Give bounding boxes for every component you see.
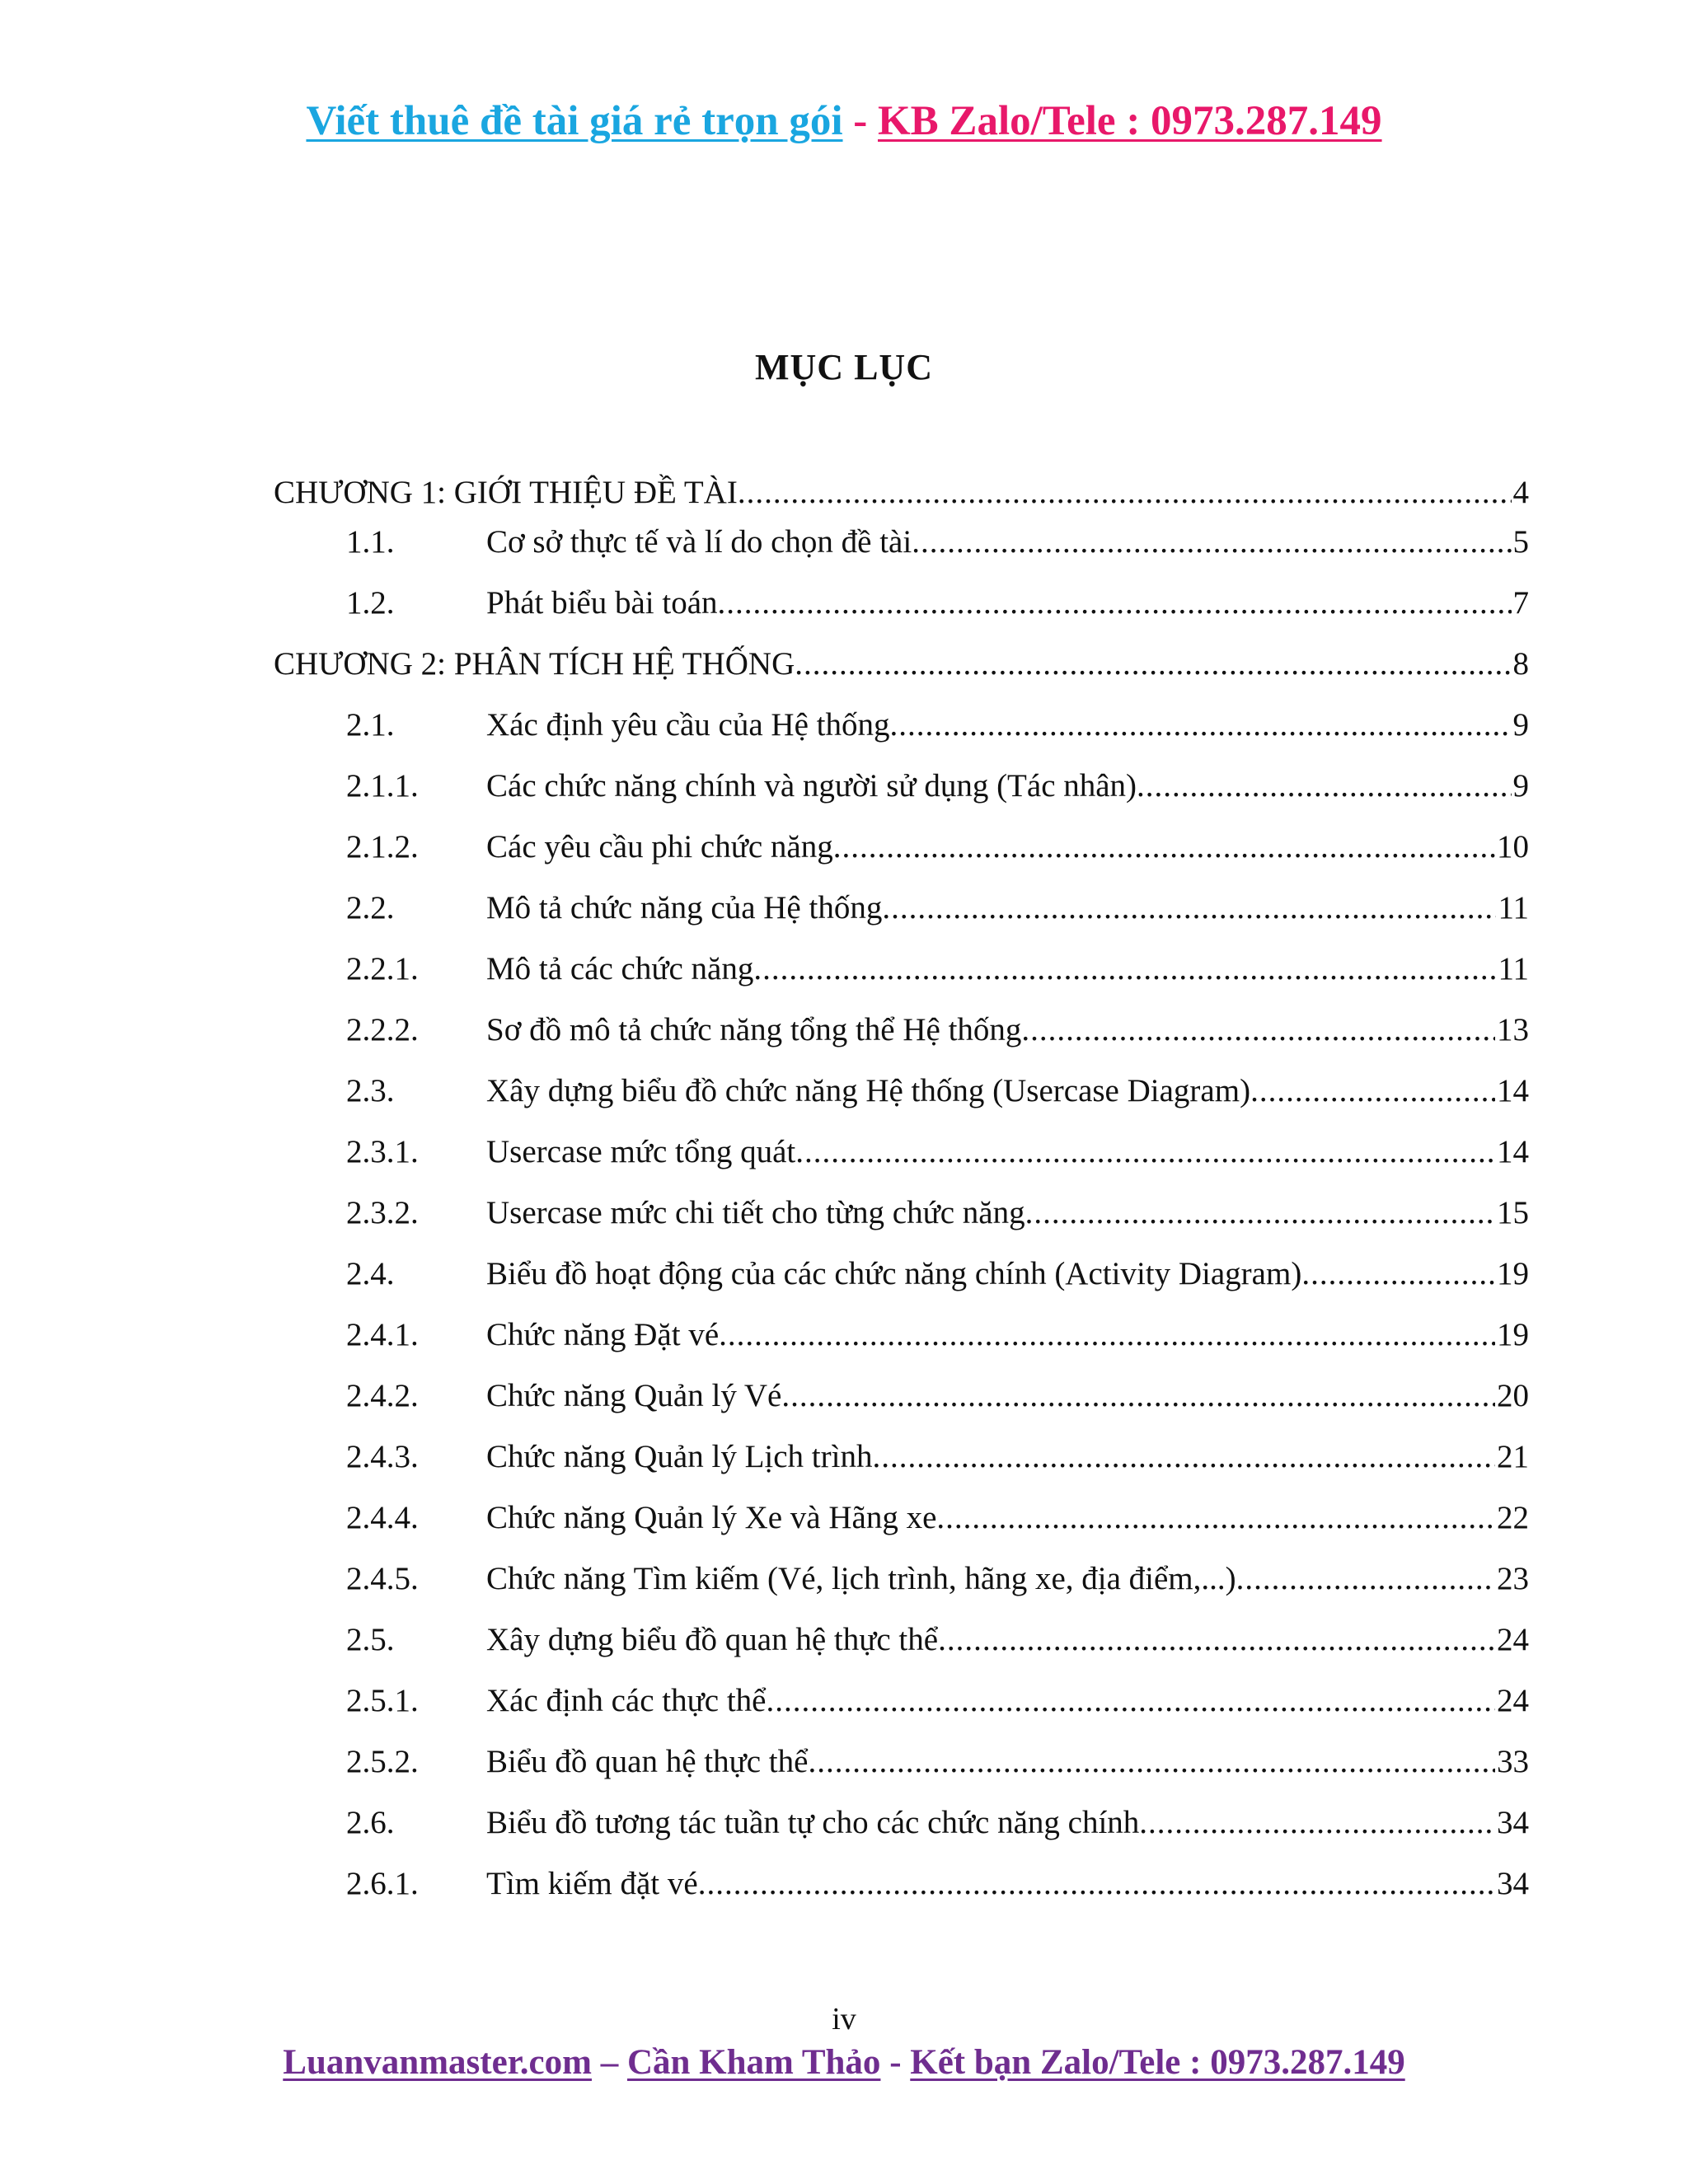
toc-entry-page: 11 xyxy=(1498,951,1529,987)
toc-entry-number: 2.5.1. xyxy=(346,1683,419,1718)
toc-entry-page: 19 xyxy=(1497,1317,1529,1352)
toc-entry[interactable] xyxy=(274,1133,1529,1194)
toc-entry-title: Xây dựng biểu đồ chức năng Hệ thống (Usercase Diagram) xyxy=(486,1073,1251,1108)
toc-dot-leader xyxy=(1301,1255,1495,1292)
toc-dot-leader xyxy=(753,950,1496,987)
footer-banner xyxy=(0,2042,1688,2083)
toc-entry[interactable] xyxy=(274,1865,1529,1926)
toc-entry[interactable] xyxy=(274,1194,1529,1255)
toc-entry-page: 10 xyxy=(1497,829,1529,865)
toc-dot-leader xyxy=(889,706,1511,743)
page-number: iv xyxy=(832,2002,856,2036)
toc-dot-leader xyxy=(781,1377,1495,1414)
toc-entry-page: 14 xyxy=(1497,1073,1529,1108)
toc-entry-page: 5 xyxy=(1512,524,1529,560)
toc-entry[interactable] xyxy=(274,1743,1529,1804)
toc-entry-title: Biểu đồ quan hệ thực thể xyxy=(486,1744,809,1779)
header-banner xyxy=(0,97,1688,145)
toc-entry-number: 2.6. xyxy=(346,1805,395,1840)
toc-entry-title: Xác định yêu cầu của Hệ thống xyxy=(486,707,890,743)
toc-entry[interactable] xyxy=(274,474,1529,523)
toc-entry-title: Biểu đồ tương tác tuần tự cho các chức năng chính xyxy=(486,1805,1140,1840)
toc-entry[interactable] xyxy=(274,767,1529,828)
toc-entry-title: Biểu đồ hoạt động của các chức năng chính (Activity Diagram) xyxy=(486,1256,1302,1291)
footer-dash: - xyxy=(880,2043,911,2082)
toc-entry-page: 21 xyxy=(1497,1439,1529,1474)
toc-entry-number: 2.4.4. xyxy=(346,1500,419,1535)
toc-entry-title: Chức năng Quản lý Lịch trình xyxy=(486,1439,873,1474)
toc-entry-page: 4 xyxy=(1512,475,1529,510)
footer-dash: – xyxy=(591,2043,627,2082)
toc-dot-leader xyxy=(833,828,1495,865)
toc-entry-page: 24 xyxy=(1497,1683,1529,1718)
toc-entry-title: CHƯƠNG 2: PHÂN TÍCH HỆ THỐNG xyxy=(274,646,795,682)
toc-entry[interactable] xyxy=(274,1072,1529,1133)
toc-entry-title: Xác định các thực thể xyxy=(486,1683,767,1718)
toc-entry-number: 1.2. xyxy=(346,585,395,621)
toc-entry-page: 34 xyxy=(1497,1805,1529,1840)
toc-entry-title: Chức năng Quản lý Xe và Hãng xe xyxy=(486,1500,937,1535)
toc-entry[interactable] xyxy=(274,950,1529,1011)
toc-entry[interactable] xyxy=(274,584,1529,645)
toc-dot-leader xyxy=(698,1865,1495,1902)
toc-entry[interactable] xyxy=(274,1499,1529,1560)
toc-entry-title: Chức năng Đặt vé xyxy=(486,1317,720,1352)
toc-entry[interactable] xyxy=(274,1438,1529,1499)
toc-dot-leader xyxy=(718,584,1512,621)
toc-entry[interactable] xyxy=(274,1804,1529,1865)
toc-dot-leader xyxy=(795,1133,1495,1170)
toc-entry[interactable] xyxy=(274,828,1529,889)
footer-author-link[interactable]: Cần Kham Thảo xyxy=(626,2043,881,2082)
footer-site-link[interactable]: Luanvanmaster.com xyxy=(283,2043,592,2082)
toc-entry-title: Các chức năng chính và người sử dụng (Tác nhân) xyxy=(486,768,1137,804)
toc-entry-number: 2.3.1. xyxy=(346,1134,419,1169)
toc-entry-number: 2.1.1. xyxy=(346,768,419,804)
toc-entry-number: 2.4.2. xyxy=(346,1378,419,1413)
toc-entry-page: 9 xyxy=(1512,768,1529,804)
toc-dot-leader xyxy=(872,1438,1495,1475)
toc-entry-title: Phát biểu bài toán xyxy=(486,585,718,621)
toc-dot-leader xyxy=(1250,1072,1495,1109)
toc-entry-title: Sơ đồ mô tả chức năng tổng thể Hệ thống xyxy=(486,1012,1022,1047)
toc-entry-page: 9 xyxy=(1512,707,1529,743)
toc-dot-leader xyxy=(936,1499,1495,1536)
toc-dot-leader xyxy=(938,1621,1495,1658)
toc-entry-number: 2.3.2. xyxy=(346,1195,419,1230)
toc-dot-leader xyxy=(808,1743,1495,1780)
toc-entry-number: 2.1. xyxy=(346,707,395,743)
toc-dot-leader xyxy=(719,1316,1495,1353)
toc-entry-page: 13 xyxy=(1497,1012,1529,1047)
toc-dot-leader xyxy=(1236,1560,1495,1597)
toc-entry-page: 24 xyxy=(1497,1622,1529,1657)
toc-entry[interactable] xyxy=(274,645,1529,706)
toc-entry-number: 2.4.1. xyxy=(346,1317,419,1352)
header-separator: - xyxy=(842,98,878,144)
toc-entry-title: Các yêu cầu phi chức năng xyxy=(486,829,833,865)
header-service-link[interactable]: Viết thuê đề tài giá rẻ trọn gói xyxy=(306,98,843,144)
toc-entry[interactable] xyxy=(274,1255,1529,1316)
toc-dot-leader xyxy=(1025,1194,1495,1231)
toc-entry[interactable] xyxy=(274,1316,1529,1377)
toc-entry-number: 1.1. xyxy=(346,524,395,560)
toc-entry-title: Chức năng Quản lý Vé xyxy=(486,1378,782,1413)
toc-entry-number: 2.1.2. xyxy=(346,829,419,865)
toc-entry-page: 15 xyxy=(1497,1195,1529,1230)
toc-entry[interactable] xyxy=(274,1621,1529,1682)
footer-contact-link[interactable]: Kết bạn Zalo/Tele : 0973.287.149 xyxy=(910,2043,1405,2082)
toc-dot-leader xyxy=(1137,767,1511,804)
toc-entry-title: Cơ sở thực tế và lí do chọn đề tài xyxy=(486,524,912,560)
toc-entry-number: 2.4. xyxy=(346,1256,395,1291)
toc-entry[interactable] xyxy=(274,1011,1529,1072)
toc-entry-title: Chức năng Tìm kiếm (Vé, lịch trình, hãng xe, địa điểm,...) xyxy=(486,1561,1236,1596)
header-contact-link[interactable]: KB Zalo/Tele : 0973.287.149 xyxy=(878,98,1382,144)
toc-title: MỤC LỤC xyxy=(755,347,933,387)
toc-entry-page: 34 xyxy=(1497,1866,1529,1901)
toc-dot-leader xyxy=(795,645,1511,682)
toc-entry-title: Usercase mức tổng quát xyxy=(486,1134,796,1169)
toc-entry-title: Mô tả các chức năng xyxy=(486,951,754,987)
toc-entry-title: CHƯƠNG 1: GIỚI THIỆU ĐỀ TÀI xyxy=(274,475,738,510)
toc-dot-leader xyxy=(766,1682,1495,1719)
toc-entry-page: 33 xyxy=(1497,1744,1529,1779)
toc-dot-leader xyxy=(738,474,1512,511)
toc-dot-leader xyxy=(882,889,1496,926)
toc-entry-number: 2.6.1. xyxy=(346,1866,419,1901)
toc-entry[interactable] xyxy=(274,889,1529,950)
toc-entry-page: 7 xyxy=(1512,585,1529,621)
toc-entry-title: Tìm kiếm đặt vé xyxy=(486,1866,698,1901)
toc-entry-title: Usercase mức chi tiết cho từng chức năng xyxy=(486,1195,1025,1230)
toc-entry[interactable] xyxy=(274,1682,1529,1743)
toc-dot-leader xyxy=(1021,1011,1495,1048)
toc-entry-number: 2.2.1. xyxy=(346,951,419,987)
toc-entry-number: 2.5. xyxy=(346,1622,395,1657)
toc-entry-title: Mô tả chức năng của Hệ thống xyxy=(486,890,883,926)
toc-entry-title: Xây dựng biểu đồ quan hệ thực thể xyxy=(486,1622,939,1657)
toc-entry-number: 2.3. xyxy=(346,1073,395,1108)
toc-entry[interactable] xyxy=(274,1377,1529,1438)
toc-entry[interactable] xyxy=(274,706,1529,767)
toc-entry-page: 20 xyxy=(1497,1378,1529,1413)
toc-entry-number: 2.2. xyxy=(346,890,395,926)
toc-dot-leader xyxy=(912,523,1511,560)
toc-entry-page: 14 xyxy=(1497,1134,1529,1169)
toc-entry[interactable] xyxy=(274,523,1529,584)
toc-entry-number: 2.4.3. xyxy=(346,1439,419,1474)
toc-entry-page: 11 xyxy=(1498,890,1529,926)
toc-entry-number: 2.4.5. xyxy=(346,1561,419,1596)
toc-entry-page: 19 xyxy=(1497,1256,1529,1291)
toc-entry[interactable] xyxy=(274,1560,1529,1621)
toc-dot-leader xyxy=(1139,1804,1495,1841)
toc-entry-number: 2.5.2. xyxy=(346,1744,419,1779)
toc-entry-page: 23 xyxy=(1497,1561,1529,1596)
table-of-contents xyxy=(274,474,1529,1926)
toc-entry-page: 22 xyxy=(1497,1500,1529,1535)
toc-entry-page: 8 xyxy=(1512,646,1529,682)
toc-entry-number: 2.2.2. xyxy=(346,1012,419,1047)
